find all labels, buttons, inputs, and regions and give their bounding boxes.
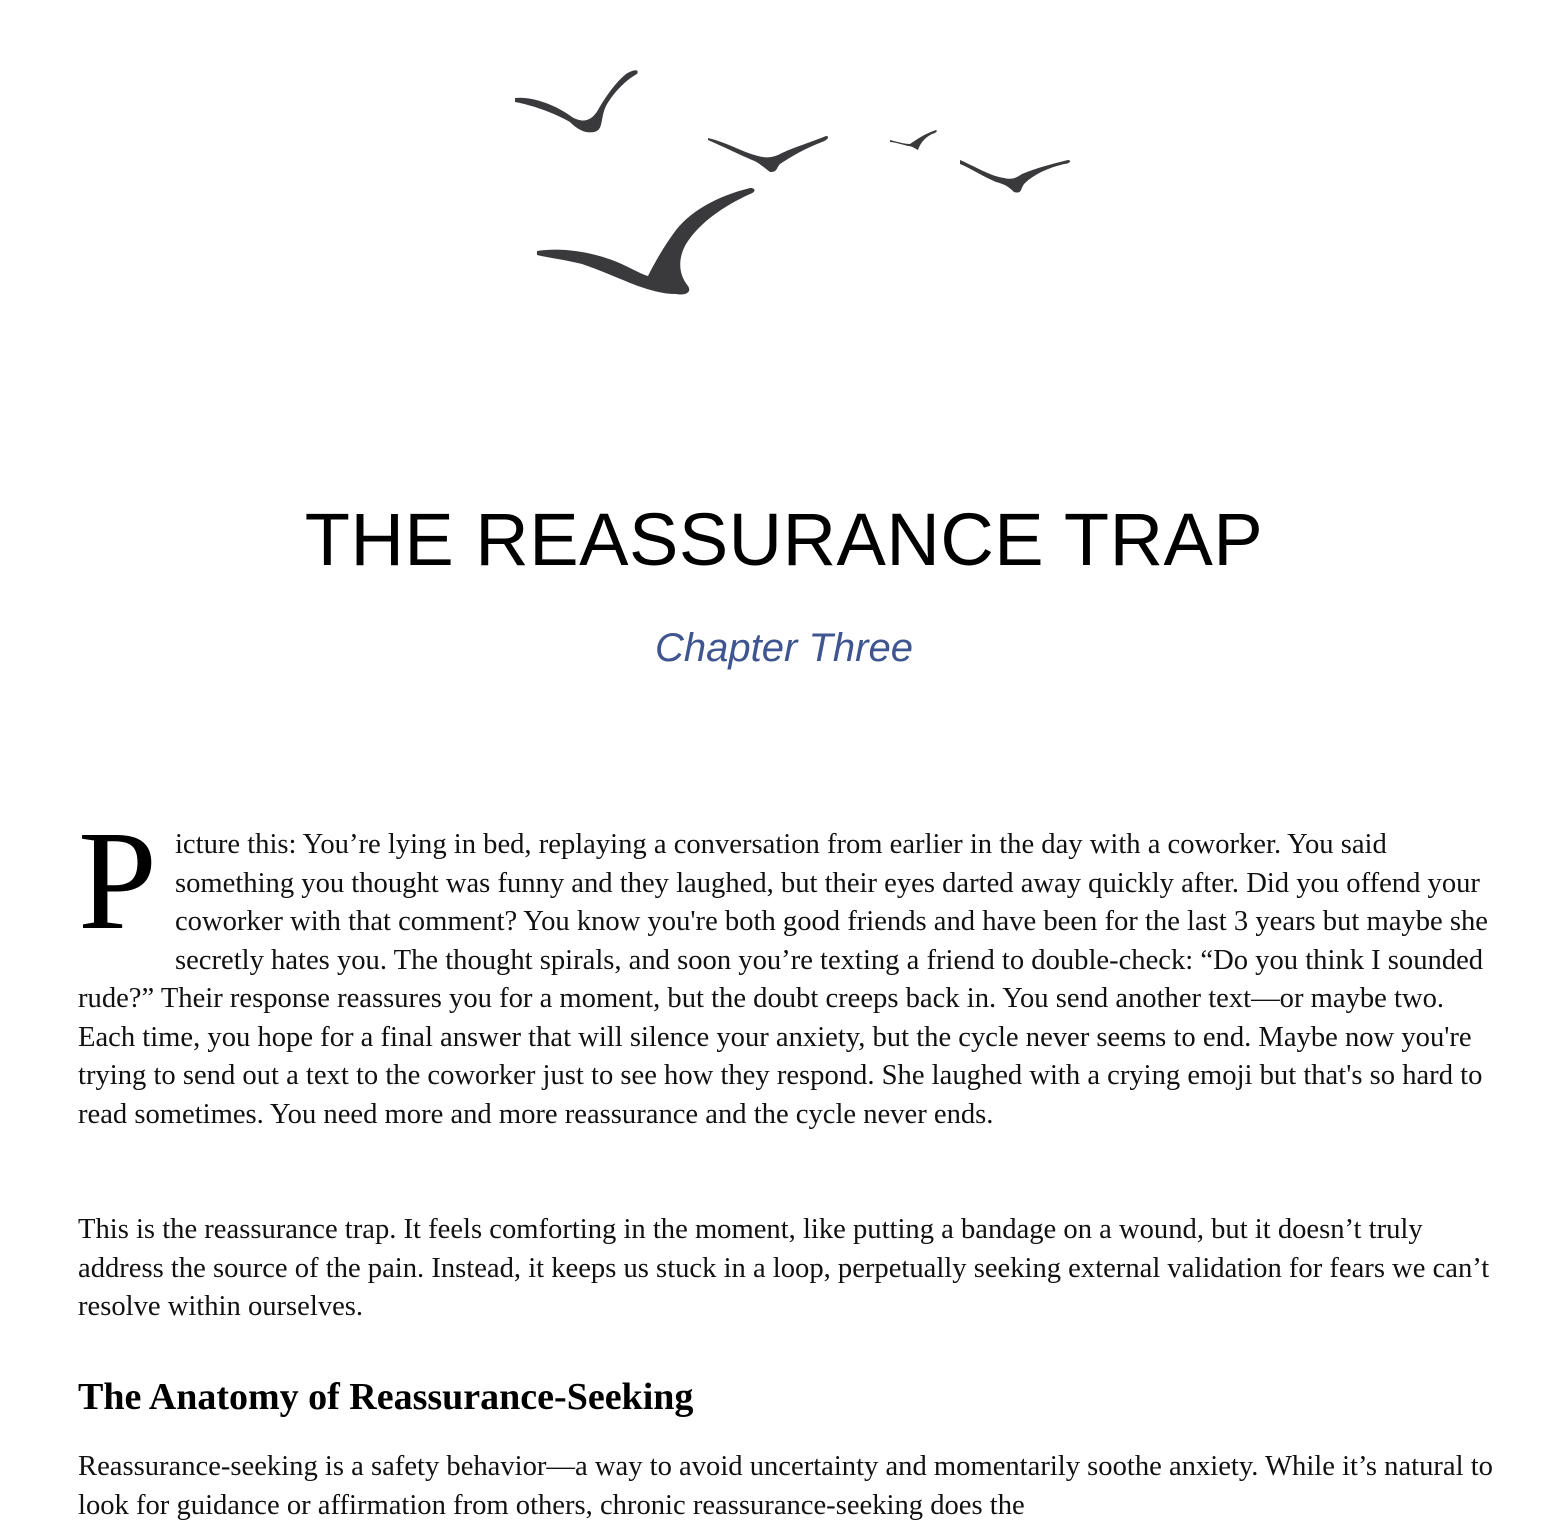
section-heading: The Anatomy of Reassurance-Seeking bbox=[78, 1376, 694, 1418]
drop-cap: P bbox=[78, 801, 157, 959]
bird-3 bbox=[890, 130, 937, 150]
intro-paragraph-text: icture this: You’re lying in bed, replaying a conversation from earlier in the day with a coworker. You said something you thought was funny and they laughed, but their eyes darted away quickly after. Did you offend your coworker with that comment? You know you're both good friends and have been for the last 3 years but maybe she secretly hates you. The thought spirals, and soon you’re texting a friend to double-check: “Do you think I sounded rude?” Their response reassures you for a moment, but the doubt creeps back in. You send another text—or maybe two. Each time, you hope for a final answer that will silence your anxiety, but the cycle never seems to end. Maybe now you're trying to send out a text to the coworker just to see how they respond. She laughed with a crying emoji but that's so hard to read sometimes. You need more and more reassurance and the cycle never ends. bbox=[78, 829, 1488, 1130]
bird-5 bbox=[537, 188, 755, 295]
chapter-subtitle: Chapter Three bbox=[655, 626, 913, 670]
body-paragraph: This is the reassurance trap. It feels comforting in the moment, like putting a bandage on a wound, but it doesn’t truly address the source of the pain. Instead, it keeps us stuck in a loop, perpetually seeking external validation for fears we can’t resolve within ourselves. bbox=[78, 1214, 1490, 1322]
bird-4 bbox=[960, 160, 1070, 193]
flying-birds-illustration bbox=[500, 60, 1090, 310]
chapter-title: THE REASSURANCE TRAP bbox=[304, 498, 1264, 581]
bird-1 bbox=[515, 70, 638, 132]
intro-paragraph bbox=[78, 801, 1498, 1134]
bird-2 bbox=[708, 136, 828, 172]
section-paragraph: Reassurance-seeking is a safety behavior—a way to avoid uncertainty and momentarily soothe anxiety. While it’s natural to look for guidance or affirmation from others, chronic reassurance-seeking does the bbox=[78, 1451, 1493, 1521]
